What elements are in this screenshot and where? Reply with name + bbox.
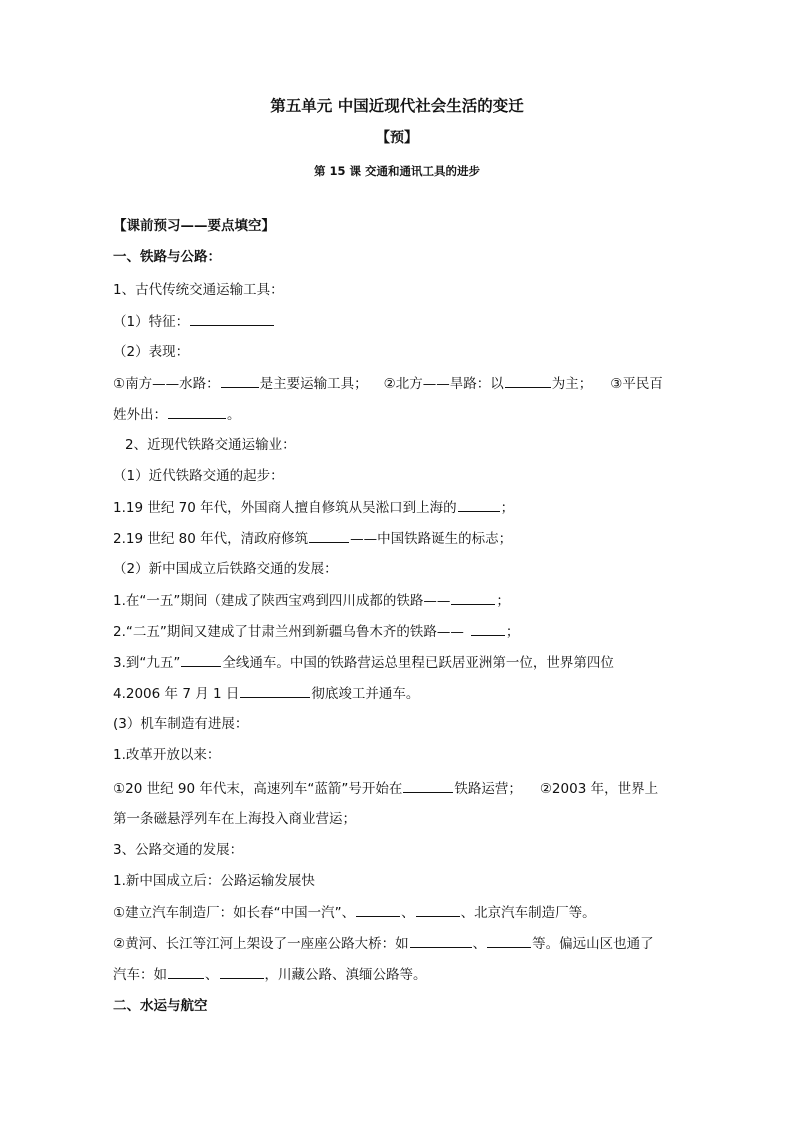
text: 3.到“九五” [113,655,181,671]
text: ②北方——旱路：以 [383,376,504,392]
text: ； [505,624,520,640]
text: 、 [205,967,219,983]
text: 2.“二五”期间又建成了甘肃兰州到新疆乌鲁木齐的铁路—— [113,624,464,640]
text: 彻底竣工并通车。 [311,686,420,702]
part-heading-water-air: 二、水运与航空 [113,998,208,1014]
item-high-speed-train [113,779,658,798]
fill-blank[interactable] [240,684,310,698]
fill-blank[interactable] [505,374,551,388]
item-road-transport: 3、公路交通的发展： [113,842,244,858]
text: 1.在“一五”期间（建成了陕西宝鸡到四川成都的铁路—— [113,593,451,609]
fill-blank[interactable] [181,653,221,667]
unit-title: 第五单元 中国近现代社会生活的变迁 [270,97,524,115]
text: ③平民百 [610,376,663,392]
text: ②2003 年，世界上 [539,781,659,797]
text: 、北京汽车制造厂等。 [460,905,596,921]
fill-blank[interactable] [451,591,495,605]
text: ①建立汽车制造厂：如长春“中国一汽”、 [113,905,356,921]
fill-blank[interactable] [471,622,505,636]
fill-blank[interactable] [487,934,531,948]
text: 、 [472,936,487,952]
text: 是主要运输工具； [259,376,368,392]
text: 铁路运营； [454,781,522,797]
fill-blank[interactable] [458,498,500,512]
item-first-five-year [113,591,510,610]
fill-blank[interactable] [309,529,349,543]
text: 全线通车。中国的铁路营运总里程已跃居亚洲第一位，世界第四位 [222,655,614,671]
item-bridges [113,934,654,953]
text: 、 [401,905,415,921]
item-road-after-1949: 1.新中国成立后：公路运输发展快 [113,873,315,889]
fill-blank[interactable] [190,312,274,326]
item-performance: （2）表现： [113,344,190,360]
text: （1）特征： [113,314,190,330]
item-car-factories [113,903,596,922]
item-maglev: 第一条磁悬浮列车在上海投入商业营运； [113,811,356,827]
item-1870s [113,498,514,517]
text: ①20 世纪 90 年代末，高速列车“蓝箭”号开始在 [113,781,403,797]
lesson-title: 第 15 课 交通和通讯工具的进步 [313,164,480,178]
item-new-china-railway: （2）新中国成立后铁路交通的发展： [113,561,338,577]
item-common-people [113,405,241,424]
item-locomotive: (3）机车制造有进展： [113,716,249,732]
item-modern-railway: 2、近现代铁路交通运输业： [125,437,296,453]
fill-blank[interactable] [416,903,460,917]
text: ； [500,500,515,516]
text: ——中国铁路诞生的标志； [350,531,513,547]
item-2006 [113,684,419,703]
item-feature [113,312,275,331]
fill-blank[interactable] [356,903,400,917]
fill-blank[interactable] [220,965,264,979]
text: 1.19 世纪 70 年代，外国商人擅自修筑从吴淞口到上海的 [113,500,457,516]
fill-blank[interactable] [410,934,472,948]
item-second-five-year [113,622,519,641]
text: 姓外出： [113,407,167,423]
text: ； [496,593,510,609]
text: 汽车：如 [113,967,167,983]
fill-blank[interactable] [168,405,226,419]
text: ，川藏公路、滇缅公路等。 [264,967,427,983]
fill-blank[interactable] [403,779,453,793]
text: 4.2006 年 7 月 1 日 [113,686,240,702]
section-heading: 【课前预习——要点填空】 [113,218,275,234]
text: ①南方——水路： [113,376,220,392]
item-south-north [113,374,663,393]
text: ②黄河、长江等江河上架设了一座座公路大桥：如 [113,936,409,952]
fill-blank[interactable] [221,374,259,388]
item-ninth-five-year [113,653,614,672]
item-mountain-roads [113,965,427,984]
part-heading-railway-road: 一、铁路与公路： [113,249,221,265]
text: 。 [227,407,241,423]
preview-tag: 【预】 [376,130,418,146]
text: 等。偏远山区也通了 [532,936,654,952]
item-railway-start: （1）近代铁路交通的起步： [113,468,284,484]
text: 为主； [551,376,593,392]
text: 2.19 世纪 80 年代，清政府修筑 [113,531,309,547]
item-ancient-transport: 1、古代传统交通运输工具： [113,282,284,298]
item-1880s [113,529,512,548]
item-reform: 1.改革开放以来： [113,747,221,763]
fill-blank[interactable] [168,965,204,979]
